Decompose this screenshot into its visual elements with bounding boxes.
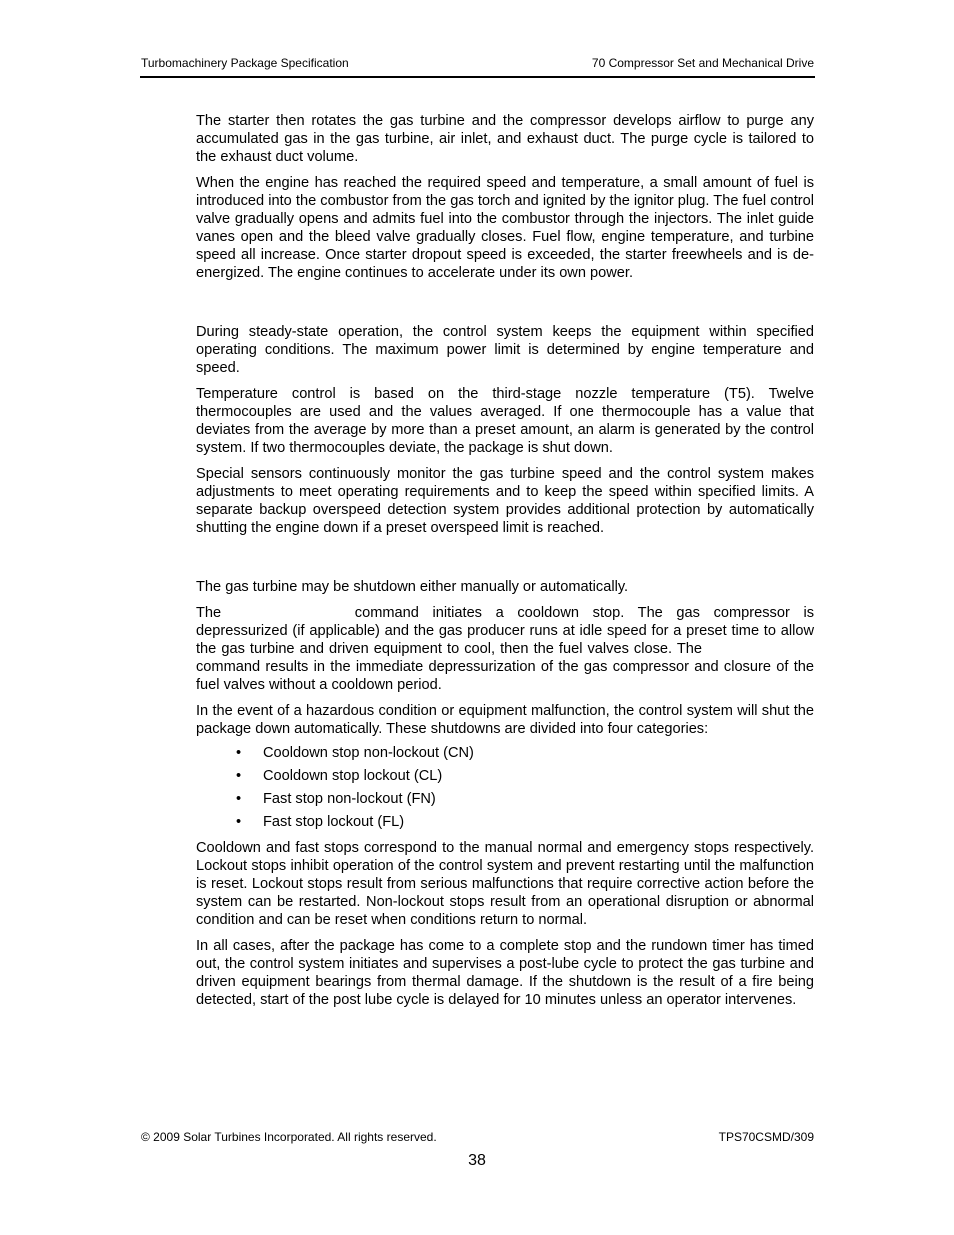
bullet-icon: • <box>236 768 242 784</box>
paragraph-purge-cycle: The starter then rotates the gas turbine and the compressor develops airflow to purge any accumulated gas in the gas turbine, air inlet, and exhaust duct. The purge cycle is tailored to the exhaust duct volume. <box>196 113 814 165</box>
manual-shutdown-part-2: command initiates a cooldown stop. The gas compressor is depressurized (if applicable) and the gas producer runs at idle speed for a preset time to allow the gas turbine and driven equipment to cool, then the fuel valves close. The <box>196 605 814 657</box>
paragraph-stop-types: Cooldown and fast stops correspond to the manual normal and emergency stops respectively. Lockout stops inhibit operation of the control system and prevent restarting until the malfunction is reset. Lockout stops result from serious malfunctions that require corrective action before the system can be restarted. Non-lockout stops result from an operational disruption or abnormal condition and can be reset when conditions return to normal. <box>196 840 814 928</box>
page-number: 38 <box>468 1152 486 1169</box>
page-body <box>196 112 814 1009</box>
paragraph-speed-sensors: Special sensors continuously monitor the gas turbine speed and the control system makes adjustments to meet operating requirements and to keep the speed within specified limits. A separate backup overspeed detection system provides additional protection by automatically shutting the engine down if a preset overspeed limit is reached. <box>196 466 814 536</box>
paragraph-shutdown-intro: The gas turbine may be shutdown either manually or automatically. <box>196 579 629 595</box>
bullet-icon: • <box>236 745 242 761</box>
shutdown-category-list <box>196 744 814 836</box>
list-item: • Fast stop lockout (FL) <box>236 814 405 830</box>
footer-copyright: © 2009 Solar Turbines Incorporated. All rights reserved. <box>141 1130 437 1144</box>
list-item: • Fast stop non-lockout (FN) <box>236 791 436 807</box>
header-section-title: 70 Compressor Set and Mechanical Drive <box>591 56 814 70</box>
page-header <box>140 56 815 78</box>
bullet-icon: • <box>236 791 242 807</box>
paragraph-ignition: When the engine has reached the required speed and temperature, a small amount of fuel is introduced into the combustor from the gas torch and ignited by the ignitor plug. The fuel control valve gradually opens and admits fuel into the combustor through the injectors. The inlet guide vanes open and the bleed valve gradually closes. Fuel flow, engine temperature, and turbine speed all increase. Once starter dropout speed is exceeded, the starter freewheels and is de-energized. The engine continues to accelerate under its own power. <box>196 175 814 281</box>
footer-document-code: TPS70CSMD/309 <box>718 1130 814 1144</box>
list-item: • Cooldown stop lockout (CL) <box>236 768 443 784</box>
manual-shutdown-part-3: command results in the immediate depressurization of the gas compressor and closure of the fuel valves without a cooldown period. <box>196 659 814 693</box>
paragraph-automatic-shutdown: In the event of a hazardous condition or equipment malfunction, the control system will shut the package down automatically. These shutdowns are divided into four categories: <box>196 703 814 737</box>
list-item: • Cooldown stop non-lockout (CN) <box>236 745 474 761</box>
paragraph-manual-shutdown <box>196 604 814 694</box>
paragraph-temperature-control: Temperature control is based on the third-stage nozzle temperature (T5). Twelve thermocouples are used and the values averaged. If one thermocouple has a value that deviates from the average by more than a preset amount, an alarm is generated by the control system. If two thermocouples deviate, the package is shut down. <box>196 386 814 456</box>
paragraph-steady-state: During steady-state operation, the control system keeps the equipment within specified operating conditions. The maximum power limit is determined by engine temperature and speed. <box>196 324 814 376</box>
bullet-icon: • <box>236 814 242 830</box>
header-document-title: Turbomachinery Package Specification <box>141 56 349 70</box>
manual-shutdown-part-1: The <box>196 605 222 621</box>
paragraph-post-lube: In all cases, after the package has come to a complete stop and the rundown timer has timed out, the control system initiates and supervises a post-lube cycle to protect the gas turbine and driven equipment bearings from thermal damage. If the shutdown is the result of a fire being detected, start of the post lube cycle is delayed for 10 minutes unless an operator intervenes. <box>196 938 814 1008</box>
